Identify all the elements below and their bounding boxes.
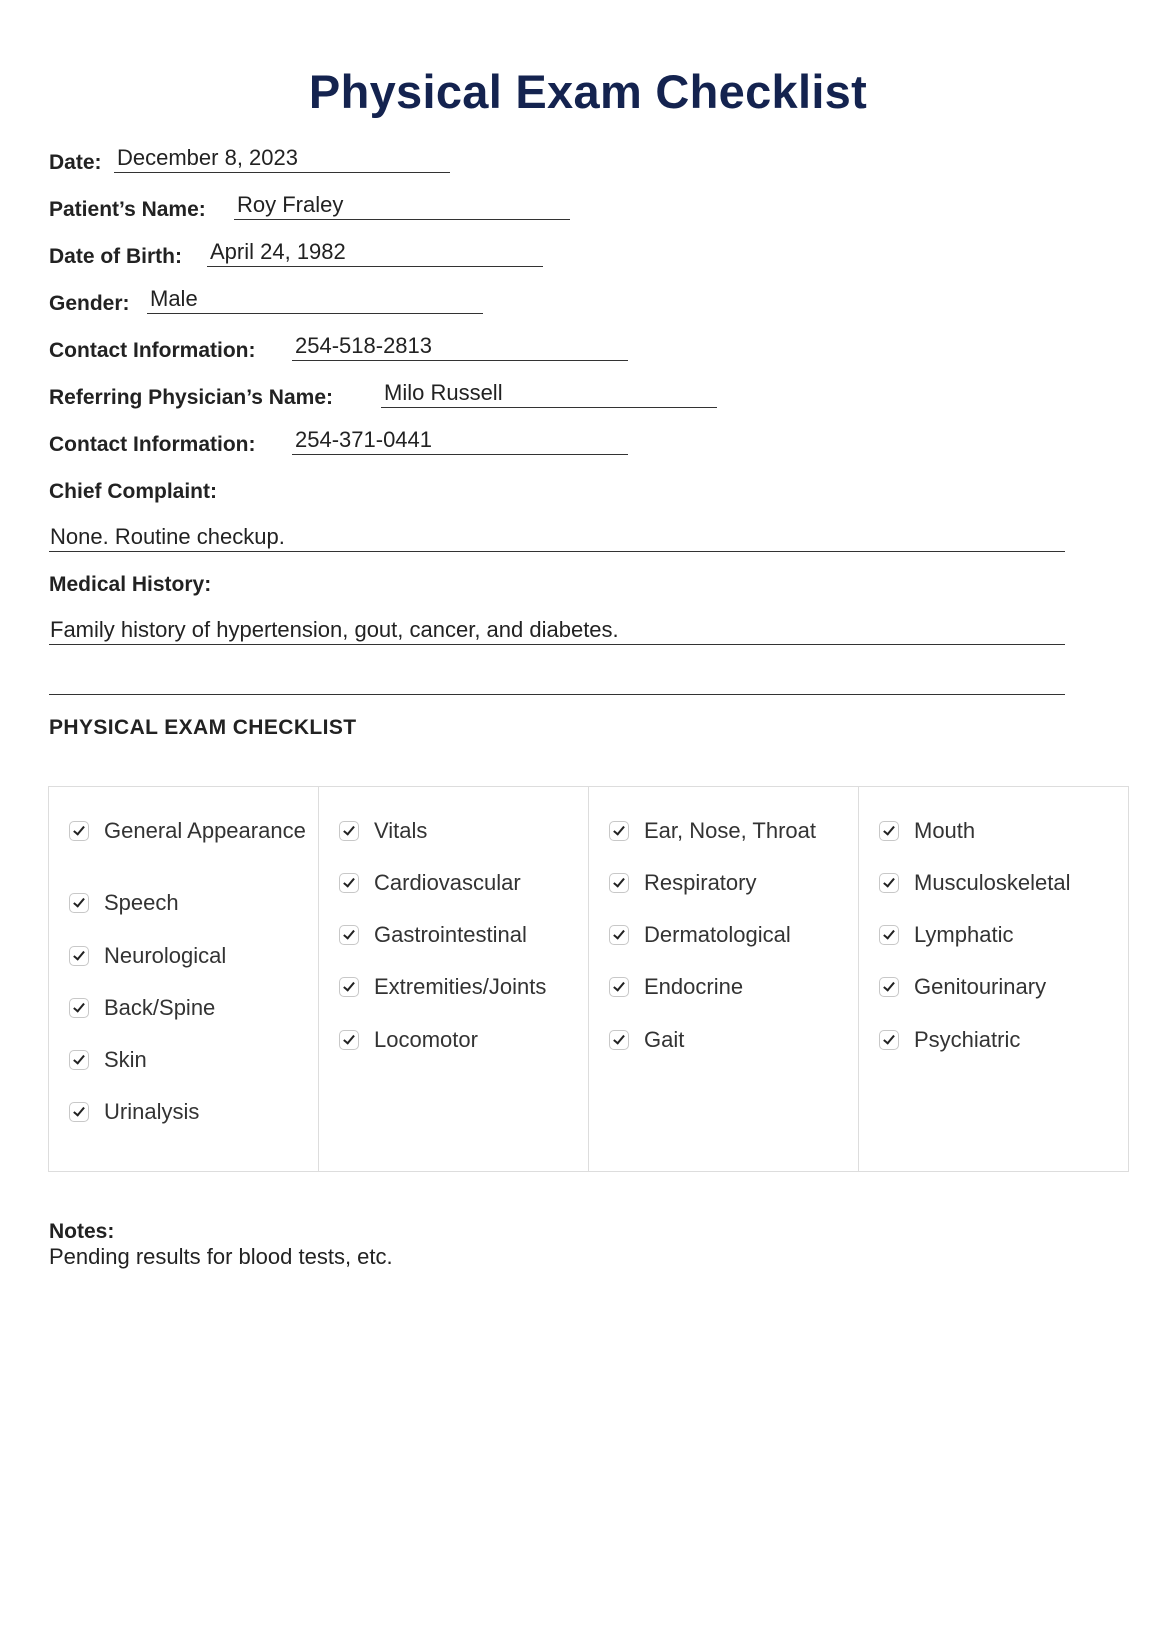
contact-label: Contact Information:: [49, 339, 256, 362]
checklist-item-label: Respiratory: [644, 870, 757, 895]
checklist-item-label: Gastrointestinal: [374, 922, 527, 947]
checklist-column-1: [49, 787, 319, 1171]
checklist-item-label: Cardiovascular: [374, 870, 521, 895]
notes-text[interactable]: Pending results for blood tests, etc.: [49, 1244, 393, 1269]
medical-history-value: Family history of hypertension, gout, cancer, and diabetes.: [50, 617, 619, 642]
contact-value: 254-518-2813: [295, 333, 433, 358]
checklist-item-label: Neurological: [104, 943, 227, 968]
checklist-item-label: Vitals: [374, 818, 428, 843]
checkbox-checked-icon[interactable]: [69, 1102, 89, 1122]
page-title: Physical Exam Checklist: [308, 65, 868, 118]
referring-physician-input[interactable]: [381, 377, 717, 408]
checklist-item-label: Back/Spine: [104, 995, 216, 1020]
checkbox-checked-icon[interactable]: [339, 873, 359, 893]
checkbox-checked-icon[interactable]: [609, 925, 629, 945]
checklist-item-label: Dermatological: [644, 922, 791, 947]
patient-name-field: [49, 190, 569, 222]
referring-contact-value: 254-371-0441: [295, 427, 433, 452]
checkbox-checked-icon[interactable]: [339, 977, 359, 997]
gender-input[interactable]: [147, 283, 483, 314]
notes-label: Notes:: [49, 1220, 115, 1243]
checkbox-checked-icon[interactable]: [879, 977, 899, 997]
referring-physician-value: Milo Russell: [384, 380, 503, 405]
date-field: [49, 143, 449, 175]
chief-complaint-label: Chief Complaint:: [49, 480, 217, 503]
checklist-item-label: Extremities/Joints: [374, 974, 547, 999]
medical-history-label: Medical History:: [49, 573, 212, 596]
gender-value: Male: [150, 286, 198, 311]
checkbox-checked-icon[interactable]: [879, 873, 899, 893]
date-value: December 8, 2023: [117, 145, 298, 170]
checklist-item-label: Urinalysis: [104, 1099, 200, 1124]
checkbox-checked-icon[interactable]: [879, 821, 899, 841]
checkbox-checked-icon[interactable]: [609, 821, 629, 841]
checklist-item-label: Genitourinary: [914, 974, 1047, 999]
dob-input[interactable]: [207, 236, 543, 267]
medical-history-input-line-2[interactable]: [49, 664, 1065, 695]
date-label: Date:: [49, 151, 102, 174]
checkbox-checked-icon[interactable]: [339, 821, 359, 841]
checkbox-checked-icon[interactable]: [69, 946, 89, 966]
checklist-item-label: Lymphatic: [914, 922, 1014, 947]
checkbox-checked-icon[interactable]: [69, 821, 89, 841]
checklist-grid: [48, 786, 1129, 1172]
checklist-item-label: General Appearance: [104, 818, 306, 843]
checkbox-checked-icon[interactable]: [879, 1030, 899, 1050]
checklist-column-4: [859, 787, 1128, 1171]
chief-complaint-input[interactable]: [49, 521, 1065, 552]
checkbox-checked-icon[interactable]: [609, 977, 629, 997]
patient-name-input[interactable]: [234, 189, 570, 220]
checklist-column-3: [589, 787, 859, 1171]
referring-physician-label: Referring Physician’s Name:: [49, 386, 333, 409]
patient-name-value: Roy Fraley: [237, 192, 344, 217]
checkbox-checked-icon[interactable]: [609, 873, 629, 893]
date-input[interactable]: [114, 142, 450, 173]
checkbox-checked-icon[interactable]: [339, 1030, 359, 1050]
referring-physician-field: [49, 378, 719, 410]
checklist-item-label: Skin: [104, 1047, 147, 1072]
checklist-item-label: Gait: [644, 1027, 685, 1052]
checklist-item-label: Mouth: [914, 818, 976, 843]
referring-contact-label: Contact Information:: [49, 433, 256, 456]
gender-label: Gender:: [49, 292, 130, 315]
gender-field: [49, 284, 489, 316]
dob-value: April 24, 1982: [210, 239, 346, 264]
contact-input[interactable]: [292, 330, 628, 361]
dob-field: [49, 237, 549, 269]
checkbox-checked-icon[interactable]: [879, 925, 899, 945]
checkbox-checked-icon[interactable]: [609, 1030, 629, 1050]
checklist-item-label: Endocrine: [644, 974, 744, 999]
checklist-heading: PHYSICAL EXAM CHECKLIST: [49, 716, 357, 739]
checkbox-checked-icon[interactable]: [339, 925, 359, 945]
checkbox-checked-icon[interactable]: [69, 893, 89, 913]
checkbox-checked-icon[interactable]: [69, 1050, 89, 1070]
checklist-item-label: Speech: [104, 890, 179, 915]
checklist-item-label: Musculoskeletal: [914, 870, 1071, 895]
chief-complaint-value: None. Routine checkup.: [50, 524, 285, 549]
checklist-item-label: Locomotor: [374, 1027, 478, 1052]
checklist-item-label: Psychiatric: [914, 1027, 1021, 1052]
referring-contact-field: [49, 425, 629, 457]
checklist-item-label: Ear, Nose, Throat: [644, 818, 817, 843]
checkbox-checked-icon[interactable]: [69, 998, 89, 1018]
medical-history-input[interactable]: [49, 614, 1065, 645]
checklist-column-2: [319, 787, 589, 1171]
dob-label: Date of Birth:: [49, 245, 182, 268]
patient-name-label: Patient’s Name:: [49, 198, 206, 221]
contact-field: [49, 331, 629, 363]
referring-contact-input[interactable]: [292, 424, 628, 455]
